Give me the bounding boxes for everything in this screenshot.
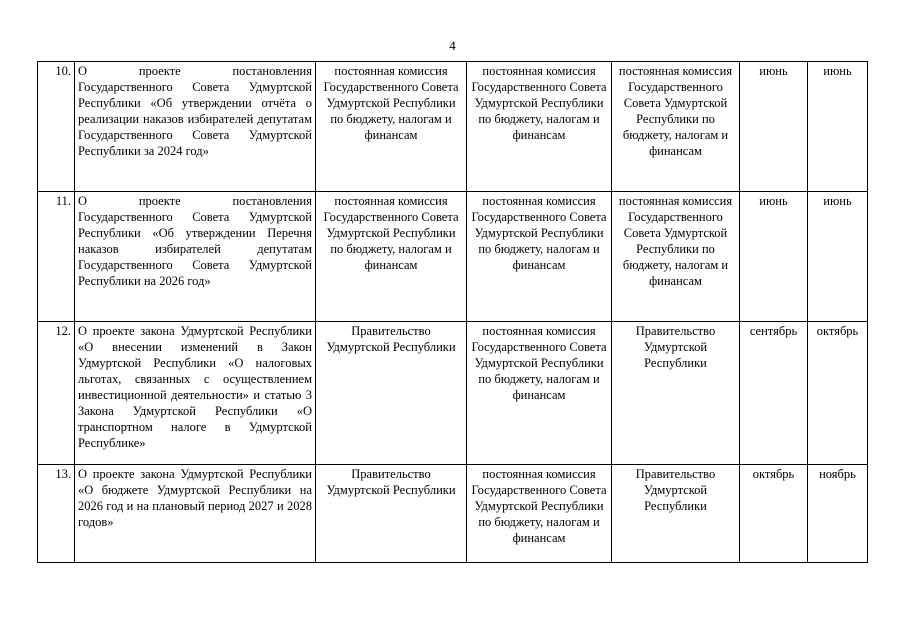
row-term-1: июнь (740, 192, 808, 322)
row-responsible: постоянная комиссия Государственного Совета Удмуртской Республики по бюджету, налогам и финансам (467, 322, 612, 465)
row-term-2: июнь (808, 192, 868, 322)
row-prepares: постоянная комиссия Государственного Совета Удмуртской Республики по бюджету, налогам и финансам (612, 62, 740, 192)
row-term-2: ноябрь (808, 465, 868, 563)
row-initiator: Правительство Удмуртской Республики (316, 322, 467, 465)
row-number: 12. (38, 322, 75, 465)
row-term-1: сентябрь (740, 322, 808, 465)
row-title: О проекте постановления Государственного Совета Удмуртской Республики «Об утверждении Перечня наказов избирателей депутатам Государственного Совета Удмуртской Республики на 2026 год» (75, 192, 316, 322)
row-title: О проекте закона Удмуртской Республики «О внесении изменений в Закон Удмуртской Республики «О налоговых льготах, связанных с осуществлением инвестиционной деятельности» и статью 3 Закона Удмуртской Республики «О транспортном налоге в Удмуртской Республике» (75, 322, 316, 465)
row-number: 13. (38, 465, 75, 563)
table-row (38, 62, 868, 192)
row-responsible: постоянная комиссия Государственного Совета Удмуртской Республики по бюджету, налогам и финансам (467, 192, 612, 322)
table-row (38, 322, 868, 465)
page-number: 4 (449, 38, 456, 53)
row-term-1: июнь (740, 62, 808, 192)
row-term-2: июнь (808, 62, 868, 192)
row-number: 10. (38, 62, 75, 192)
row-prepares: Правительство Удмуртской Республики (612, 465, 740, 563)
row-title: О проекте закона Удмуртской Республики «О бюджете Удмуртской Республики на 2026 год и на плановый период 2027 и 2028 годов» (75, 465, 316, 563)
row-initiator: постоянная комиссия Государственного Совета Удмуртской Республики по бюджету, налогам и финансам (316, 62, 467, 192)
row-number: 11. (38, 192, 75, 322)
table-row (38, 465, 868, 563)
row-prepares: Правительство Удмуртской Республики (612, 322, 740, 465)
row-prepares: постоянная комиссия Государственного Совета Удмуртской Республики по бюджету, налогам и финансам (612, 192, 740, 322)
row-responsible: постоянная комиссия Государственного Совета Удмуртской Республики по бюджету, налогам и финансам (467, 62, 612, 192)
plan-table (37, 61, 868, 563)
row-title: О проекте постановления Государственного Совета Удмуртской Республики «Об утверждении отчёта о реализации наказов избирателей депутатам Государственного Совета Удмуртской Республики за 2024 год» (75, 62, 316, 192)
row-initiator: постоянная комиссия Государственного Совета Удмуртской Республики по бюджету, налогам и финансам (316, 192, 467, 322)
table-row (38, 192, 868, 322)
row-term-1: октябрь (740, 465, 808, 563)
row-term-2: октябрь (808, 322, 868, 465)
row-initiator: Правительство Удмуртской Республики (316, 465, 467, 563)
row-responsible: постоянная комиссия Государственного Совета Удмуртской Республики по бюджету, налогам и финансам (467, 465, 612, 563)
